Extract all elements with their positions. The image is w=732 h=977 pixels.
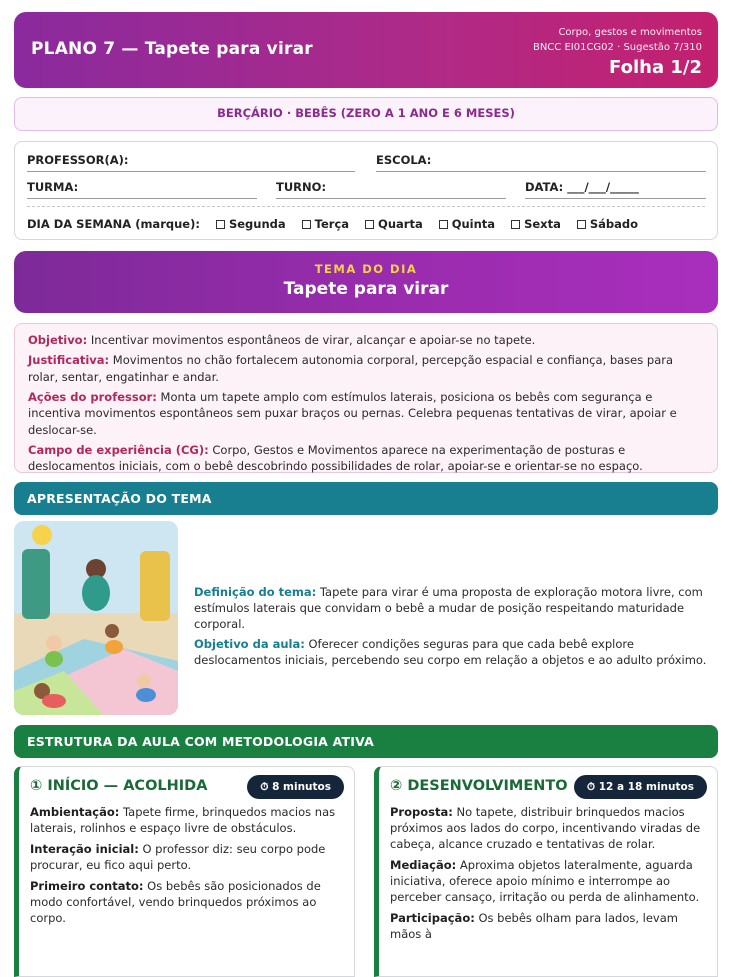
section-heading-presentation: APRESENTAÇÃO DO TEMA <box>14 482 718 515</box>
justification-item: Justificativa: Movimentos no chão fortalecem autonomia corporal, percepção espacial e confiança, bases para rolar, sentar, engatinhar e andar. <box>28 353 674 384</box>
turma-field[interactable] <box>27 180 257 194</box>
stage-item: Interação inicial: O professor diz: seu corpo pode procurar, eu fico aqui perto. <box>30 842 326 872</box>
stage-item: Primeiro contato: Os bebês são posicionados de modo confortável, vendo brinquedos próximos ao corpo. <box>30 879 321 925</box>
stage-item: Ambientação: Tapete firme, brinquedos macios nas laterais, rolinhos e espaço livre de obstáculos. <box>30 805 336 835</box>
data-line <box>525 198 706 199</box>
data-field[interactable] <box>525 180 706 194</box>
plan-header <box>14 12 718 88</box>
plan-title: PLANO 7 — Tapete para virar <box>31 39 313 59</box>
weekday-label: DIA DA SEMANA (marque): <box>27 217 200 231</box>
checkbox-icon[interactable] <box>216 220 225 229</box>
weekday-terca[interactable]: Terça <box>302 217 349 231</box>
checkbox-icon[interactable] <box>511 220 520 229</box>
weekday-quarta[interactable]: Quarta <box>365 217 423 231</box>
theme-banner <box>14 251 718 313</box>
checkbox-icon[interactable] <box>577 220 586 229</box>
weekday-quinta[interactable]: Quinta <box>439 217 495 231</box>
turno-field[interactable] <box>276 180 506 194</box>
age-band: BERÇÁRIO · BEBÊS (ZERO A 1 ANO E 6 MESES) <box>14 97 718 131</box>
stage-body <box>30 804 344 931</box>
weekday-sexta[interactable]: Sexta <box>511 217 561 231</box>
weekday-selector <box>27 217 638 231</box>
form-divider <box>27 206 705 207</box>
turma-label: TURMA: <box>27 180 79 194</box>
checkbox-icon[interactable] <box>439 220 448 229</box>
theme-name: Tapete para virar <box>283 279 449 299</box>
experience-field-item: Campo de experiência (CG): Corpo, Gestos e Movimentos aparece na experimentação de posturas e deslocamentos iniciais, com o bebê descobrindo possibilidades de rolar, apoiar-se e orientar-se no espaço. <box>28 442 643 473</box>
turno-label: TURNO: <box>276 180 327 194</box>
presentation-text <box>194 584 714 672</box>
turma-line <box>27 198 257 199</box>
stage-card-desenvolvimento <box>374 766 718 977</box>
teacher-actions-item: Ações do professor: Monta um tapete amplo com estímulos laterais, posiciona os bebês com segurança e incentiva movimentos espontâneos sem puxar braços ou pernas. Celebra pequenas tentativas de virar, apoiar e deslocar-se. <box>28 389 677 437</box>
duration-badge: ⏱ 12 a 18 minutos <box>574 775 707 799</box>
theme-kicker: TEMA DO DIA <box>314 262 418 276</box>
escola-line <box>376 171 706 172</box>
stage-item: Mediação: Aproxima objetos lateralmente, aguarda iniciativa, oferece apoio mínimo e interrompe ao perceber cansaço, irritação ou perda de alinhamento. <box>390 858 700 904</box>
objective-item: Objetivo: Incentivar movimentos espontâneos de virar, alcançar e apoiar-se no tapete. <box>28 333 536 347</box>
escola-label: ESCOLA: <box>376 153 432 167</box>
weekday-sabado[interactable]: Sábado <box>577 217 638 231</box>
stage-title: ① INÍCIO — ACOLHIDA <box>30 778 208 794</box>
professor-label: PROFESSOR(A): <box>27 153 129 167</box>
checkbox-icon[interactable] <box>365 220 374 229</box>
checkbox-icon[interactable] <box>302 220 311 229</box>
page-indicator: Folha 1/2 <box>609 57 702 78</box>
stage-item: Proposta: No tapete, distribuir brinquedos macios próximos aos lados do corpo, incentivando viradas de cabeça, alcance cruzado e tentativas de rolar. <box>390 805 701 851</box>
objectives-box <box>14 323 718 473</box>
professor-field[interactable] <box>27 153 355 167</box>
data-label: DATA: ___/___/_____ <box>525 180 639 194</box>
stage-body <box>390 804 707 947</box>
escola-field[interactable] <box>376 153 706 167</box>
teacher-form <box>14 141 718 240</box>
section-heading-structure: ESTRUTURA DA AULA COM METODOLOGIA ATIVA <box>14 725 718 758</box>
subject-label: Corpo, gestos e movimentos <box>558 27 702 38</box>
weekday-segunda[interactable]: Segunda <box>216 217 286 231</box>
lesson-objective: Objetivo da aula: Oferecer condições seguras para que cada bebê explore deslocamentos iniciais, percebendo seu corpo em relação a objetos e ao adulto próximo. <box>194 637 707 667</box>
stage-title: ② DESENVOLVIMENTO <box>390 778 568 794</box>
professor-line <box>27 171 355 172</box>
theme-definition: Definição do tema: Tapete para virar é uma proposta de exploração motora livre, com estímulos laterais que convidam o bebê a mudar de posição respeitando maturidade corporal. <box>194 585 703 631</box>
theme-illustration <box>14 521 178 715</box>
stage-card-inicio <box>14 766 355 977</box>
header-meta <box>533 25 702 80</box>
stage-item: Participação: Os bebês olham para lados, levam mãos à <box>390 911 678 941</box>
duration-badge: ⏱ 8 minutos <box>247 775 344 799</box>
turno-line <box>276 198 506 199</box>
bncc-code: BNCC EI01CG02 · Sugestão 7/310 <box>532 42 702 53</box>
